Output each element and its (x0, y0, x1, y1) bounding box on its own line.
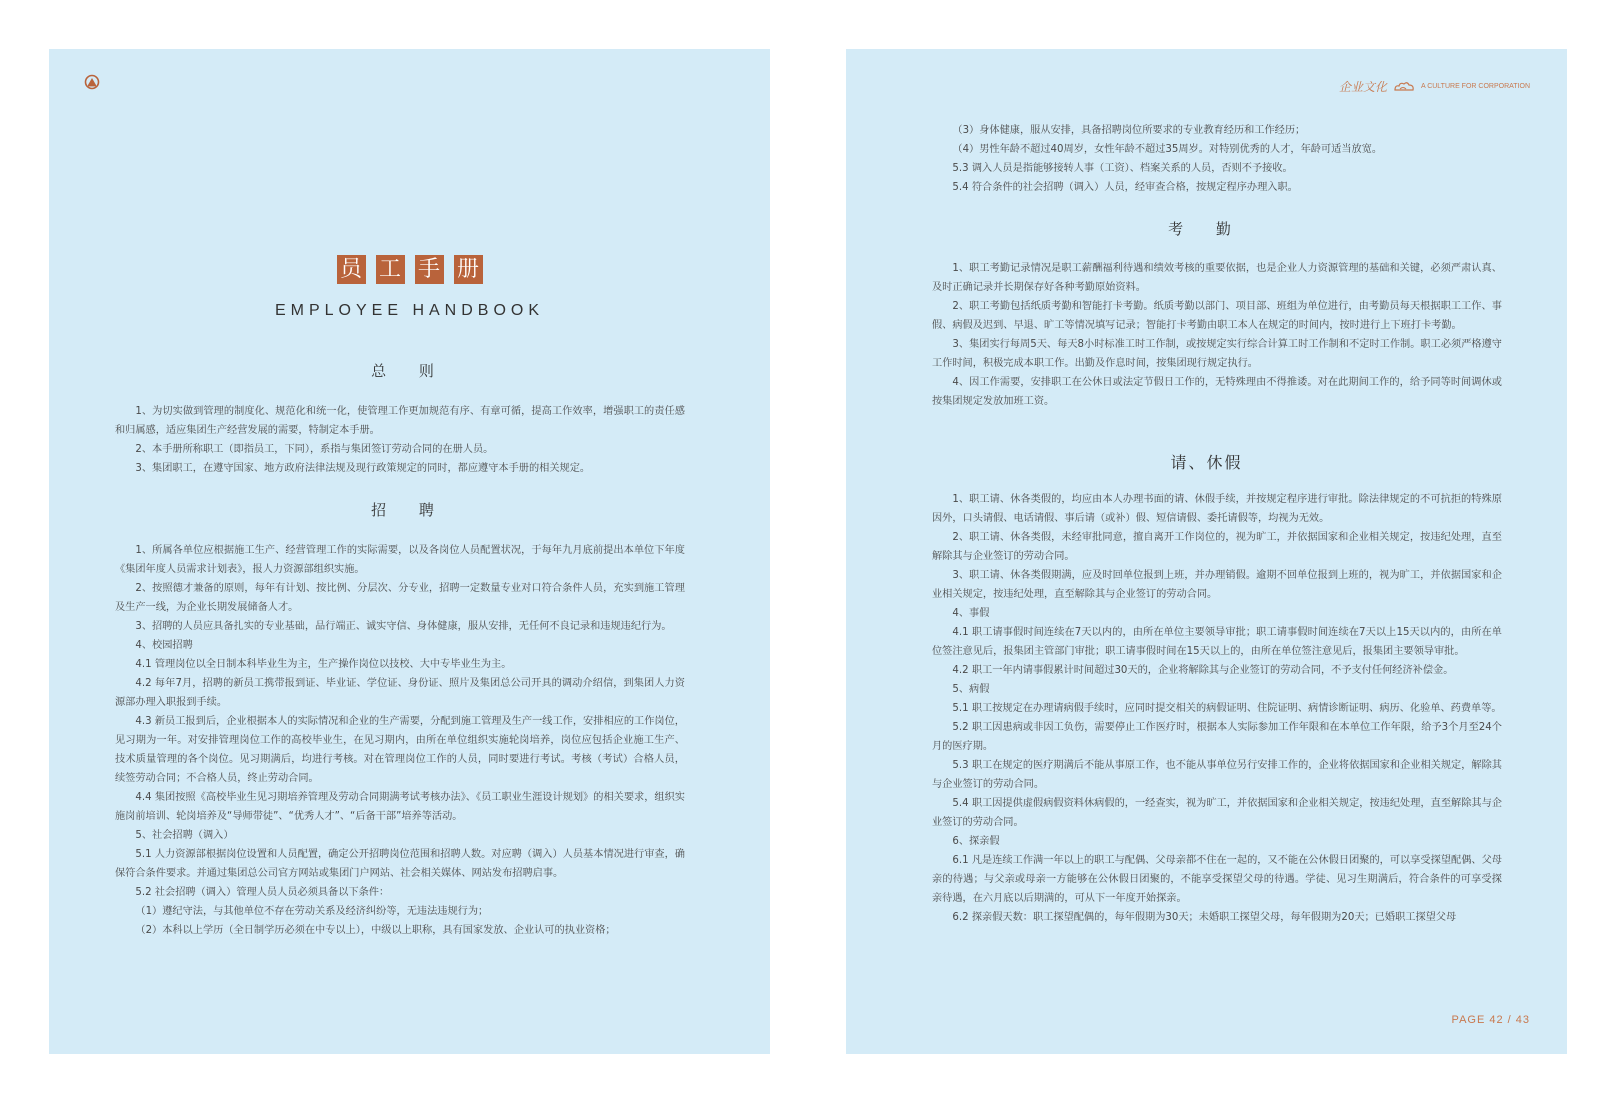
section-general-body (115, 402, 685, 478)
cloud-icon (1393, 81, 1415, 93)
page-number: PAGE 42 / 43 (1451, 1014, 1530, 1026)
paragraph: 5、社会招聘（调入） (135, 830, 234, 841)
title-english: EMPLOYEE HANDBOOK (274, 302, 545, 319)
paragraph: 4、事假 (952, 608, 990, 619)
brand-english: A CULTURE FOR CORPORATION (1420, 83, 1530, 90)
paragraph: （4）男性年龄不超过40周岁，女性年龄不超过35周岁。对特别优秀的人才，年龄可适当放宽。 (952, 144, 1383, 155)
paragraph: 6、探亲假 (952, 836, 1000, 847)
paragraph: 4.2 职工一年内请事假累计时间超过30天的，企业将解除其与企业签订的劳动合同，不予支付任何经济补偿金。 (952, 665, 1454, 676)
title-chars (49, 255, 770, 284)
paragraph: 4.2 每年7月，招聘的新员工携带报到证、毕业证、学位证、身份证、照片及集团总公司开具的调动介绍信，到集团人力资源部办理入职报到手续。 (115, 678, 685, 708)
paragraph: 4.4 集团按照《高校毕业生见习期培养管理及劳动合同期满考试考核办法》、《员工职业生涯设计规划》的相关要求，组织实施岗前培训、轮岗培养及“导师带徒”、“优秀人才”、“后备干部”培养等活动。 (115, 792, 685, 822)
paragraph: 3、职工请、休各类假期满，应及时回单位报到上班，并办理销假。逾期不回单位报到上班的，视为旷工，并依据国家和企业相关规定，按违纪处理，直至解除其与企业签订的劳动合同。 (932, 570, 1502, 600)
left-page (49, 49, 770, 1054)
paragraph: （2）本科以上学历（全日制学历必须在中专以上），中级以上职称，具有国家发放、企业认可的执业资格； (135, 925, 616, 936)
recruitment-continued-body (932, 121, 1502, 197)
title-char: 员 (337, 255, 366, 284)
paragraph: （3）身体健康，服从安排，具备招聘岗位所要求的专业教育经历和工作经历； (952, 125, 1306, 136)
paragraph: 5.1 职工按规定在办理请病假手续时，应同时提交相关的病假证明、住院证明、病情诊断证明、病历、化验单、药费单等。 (952, 703, 1502, 714)
paragraph: 1、职工考勤记录情况是职工薪酬福利待遇和绩效考核的重要依据，也是企业人力资源管理的基础和关键，必须严肃认真、及时正确记录并长期保存好各种考勤原始资料。 (932, 263, 1502, 293)
title-char: 册 (454, 255, 483, 284)
paragraph: 1、职工请、休各类假的，均应由本人办理书面的请、休假手续，并按规定程序进行审批。除法律规定的不可抗拒的特殊原因外，口头请假、电话请假、事后请（或补）假、短信请假、委托请假等，均视为无效。 (932, 494, 1502, 524)
right-page (846, 49, 1567, 1054)
paragraph: 6.2 探亲假天数：职工探望配偶的，每年假期为30天；未婚职工探望父母，每年假期为20天；已婚职工探望父母 (952, 912, 1457, 923)
paragraph: 2、职工考勤包括纸质考勤和智能打卡考勤。纸质考勤以部门、项目部、班组为单位进行，由考勤员每天根据职工工作、事假、病假及迟到、早退、旷工等情况填写记录；智能打卡考勤由职工本人在规定的时间内，按时进行上下班打卡考勤。 (932, 301, 1502, 331)
paragraph: 4.3 新员工报到后，企业根据本人的实际情况和企业的生产需要，分配到施工管理及生产一线工作，安排相应的工作岗位，见习期为一年。对安排管理岗位工作的高校毕业生，在见习期内，由所在单位组织实施轮岗培养，岗位应包括企业施工生产、技术质量管理的各个岗位。见习期满后，均进行考核。对在管理岗位工作的人员，同时要进行考试。考核（考试）合格人员，续签劳动合同；不合格人员，终止劳动合同。 (115, 716, 685, 784)
section-recruitment-body (115, 541, 685, 940)
paragraph: 5.2 职工因患病或非因工负伤，需要停止工作医疗时，根据本人实际参加工作年限和在本单位工作年限，给予3个月至24个月的医疗期。 (932, 722, 1502, 752)
paragraph: 3、集团实行每周5天、每天8小时标准工时工作制，或按规定实行综合计算工时工作制和不定时工作制。职工必须严格遵守工作时间，积极完成本职工作。出勤及作息时间，按集团现行规定执行。 (932, 339, 1502, 369)
paragraph: 1、为切实做到管理的制度化、规范化和统一化，使管理工作更加规范有序、有章可循，提高工作效率，增强职工的责任感和归属感，适应集团生产经营发展的需要，特制定本手册。 (115, 406, 685, 436)
brand-chinese: 企业文化 (1338, 80, 1387, 94)
section-title-leave: 请、休假 (1170, 453, 1243, 472)
paragraph: 1、所属各单位应根据施工生产、经营管理工作的实际需要，以及各岗位人员配置状况，于每年九月底前提出本单位下年度《集团年度人员需求计划表》，报人力资源部组织实施。 (115, 545, 685, 575)
section-title-general: 总 则 (371, 362, 448, 380)
paragraph: 2、按照德才兼备的原则，每年有计划、按比例、分层次、分专业，招聘一定数量专业对口符合条件人员，充实到施工管理及生产一线，为企业长期发展储备人才。 (115, 583, 685, 613)
section-attendance-body (932, 259, 1502, 411)
paragraph: 5.4 符合条件的社会招聘（调入）人员，经审查合格，按规定程序办理入职。 (952, 182, 1298, 193)
handbook-title (49, 255, 770, 320)
paragraph: 5、病假 (952, 684, 990, 695)
section-title-attendance: 考 勤 (1168, 220, 1245, 238)
paragraph: 2、本手册所称职工（即指员工，下同），系指与集团签订劳动合同的在册人员。 (135, 444, 494, 455)
paragraph: 4、因工作需要，安排职工在公休日或法定节假日工作的，无特殊理由不得推诿。对在此期间工作的，给予同等时间调休或按集团规定发放加班工资。 (932, 377, 1502, 407)
logo-icon (84, 74, 100, 90)
brand-header (1339, 78, 1530, 95)
title-char: 工 (376, 255, 405, 284)
paragraph: 6.1 凡是连续工作满一年以上的职工与配偶、父母亲都不住在一起的，又不能在公休假日团聚的，可以享受探望配偶、父母亲的待遇；与父亲或母亲一方能够在公休假日团聚的，不能享受探望父母的待遇。学徒、见习生期满后，符合条件的可享受探亲待遇，在六月底以后期满的，可从下一年度开始探亲。 (932, 855, 1502, 904)
paragraph: 5.3 职工在规定的医疗期满后不能从事原工作，也不能从事单位另行安排工作的，企业将依据国家和企业相关规定，解除其与企业签订的劳动合同。 (932, 760, 1502, 790)
paragraph: 4.1 管理岗位以全日制本科毕业生为主，生产操作岗位以技校、大中专毕业生为主。 (135, 659, 512, 670)
paragraph: 4、校园招聘 (135, 640, 193, 651)
title-char: 手 (415, 255, 444, 284)
paragraph: （1）遵纪守法，与其他单位不存在劳动关系及经济纠纷等，无违法违规行为； (135, 906, 489, 917)
paragraph: 4.1 职工请事假时间连续在7天以内的，由所在单位主要领导审批；职工请事假时间连续在7天以上15天以内的，由所在单位签注意见后，报集团主管部门审批；职工请事假时间在15天以上的，由所在单位签注意见后，报集团主要领导审批。 (932, 627, 1502, 657)
paragraph: 5.3 调入人员是指能够接转人事（工资）、档案关系的人员，否则不予接收。 (952, 163, 1293, 174)
paragraph: 3、招聘的人员应具备扎实的专业基础，品行端正、诚实守信、身体健康，服从安排，无任何不良记录和违规违纪行为。 (135, 621, 672, 632)
paragraph: 2、职工请、休各类假，未经审批同意，擅自离开工作岗位的，视为旷工，并依据国家和企业相关规定，按违纪处理，直至解除其与企业签订的劳动合同。 (932, 532, 1502, 562)
section-leave-body (932, 490, 1502, 927)
section-title-recruitment: 招 聘 (371, 501, 448, 519)
paragraph: 3、集团职工，在遵守国家、地方政府法律法规及现行政策规定的同时，都应遵守本手册的相关规定。 (135, 463, 591, 474)
paragraph: 5.4 职工因提供虚假病假资料休病假的，一经查实，视为旷工，并依据国家和企业相关规定，按违纪处理，直至解除其与企业签订的劳动合同。 (932, 798, 1502, 828)
paragraph: 5.2 社会招聘（调入）管理人员人员必须具备以下条件： (135, 887, 390, 898)
paragraph: 5.1 人力资源部根据岗位设置和人员配置，确定公开招聘岗位范围和招聘人数。对应聘（调入）人员基本情况进行审查，确保符合条件要求。并通过集团总公司官方网站或集团门户网站、社会相关媒体、网站发布招聘启事。 (115, 849, 685, 879)
